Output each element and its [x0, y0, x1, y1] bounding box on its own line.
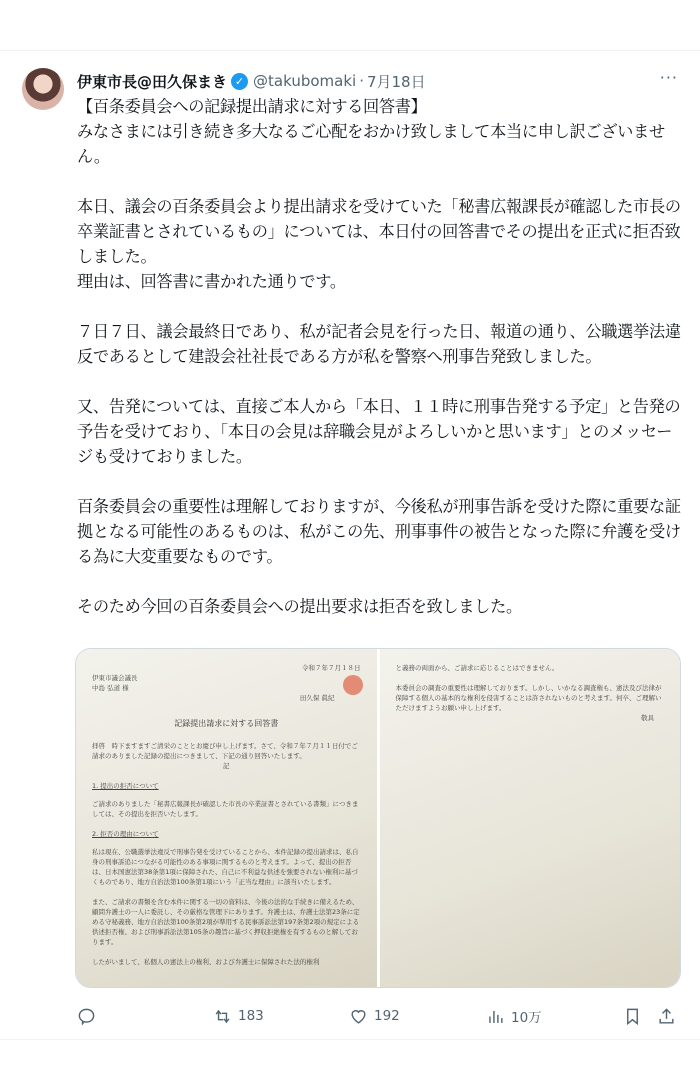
doc-ki: 記 [223, 762, 230, 770]
doc-paragraph: 本委員会の調査の重要性は理解しております。しかし、いかなる調査権も、憲法及び法律が保障する個人の基本的な権利を侵害することは許されないものと考えます。何卒、ご理解いただけますようお願い申し上げます。 [395, 684, 662, 712]
doc-sender: 田久保 眞紀 [299, 694, 335, 702]
doc-paragraph: ご請求のありました「秘書広報課長が確認した市長の卒業証書とされている書類」につきましては、その提出を拒否いたします。 [92, 800, 359, 818]
tweet-date[interactable]: 7月18日 [366, 72, 426, 91]
tweet-text [77, 94, 687, 619]
like-count: 192 [374, 1008, 400, 1024]
verified-badge-icon: ✓ [231, 73, 248, 90]
doc-paragraph: したがいまして、私個人の憲法上の権利、および弁護士に保障された法的権利 [92, 958, 320, 966]
doc-date: 令和７年７月１８日 [302, 664, 361, 672]
tweet-line: 【百条委員会への記録提出請求に対する回答書】 [77, 97, 427, 116]
retweet-icon [213, 1007, 232, 1026]
tweet-line: 又、告発については、直接ご本人から「本日、１１時に刑事告発する予定」と告発の予告を受けており、「本日の会見は辞職会見がよろしいかと思います」とのメッセージも受けておりました。 [77, 397, 681, 466]
tweet-line [77, 569, 687, 594]
retweet-count: 183 [238, 1008, 264, 1024]
author-handle[interactable]: @takubomaki [253, 72, 357, 90]
avatar[interactable] [22, 68, 64, 110]
like-button[interactable] [349, 1007, 400, 1026]
tweet-line [77, 294, 687, 319]
tweet-line: ７日７日、議会最終日であり、私が記者会見を行った日、報道の通り、公職選挙法違反であるとして建設会社社長である方が私を警察へ刑事告発致しました。 [77, 322, 681, 366]
tweet-line: 理由は、回答書に書かれた通りです。 [77, 272, 346, 291]
doc-paragraph: 私は現在、公職選挙法違反で刑事告発を受けていることから、本件記録の提出請求は、私自身の刑事訴追につながる可能性のある事項に関するものと考えます。よって、提出の拒否は、日本国憲法第38条第1項に保障された、自己に不利益な供述を強要されない権利に基づくものであり、地方自治法第100条第1項にいう「正当な理由」に該当いたします。 [92, 848, 359, 886]
bookmark-icon [623, 1007, 642, 1026]
tweet-line [77, 369, 687, 394]
views-button[interactable] [486, 1006, 542, 1026]
tweet-line [77, 169, 687, 194]
doc-addressee: 中島 弘道 様 [92, 684, 129, 692]
doc-intro: 拝啓 時下ますますご清栄のこととお慶び申し上げます。さて、令和７年７月１１日付でご請求のありました記録の提出につきまして、下記の通り回答いたします。 [92, 742, 358, 760]
doc-title: 記録提出請求に対する回答書 [174, 719, 279, 728]
tweet-line: 本日、議会の百条委員会より提出請求を受けていた「秘書広報課長が確認した市長の卒業証書とされているもの」については、本日付の回答書でその提出を正式に拒否致しました。 [77, 197, 681, 266]
doc-addressee: 伊東市議会議長 [92, 674, 138, 682]
doc-paragraph: と義務の両面から、ご請求に応じることはできません。 [395, 664, 559, 672]
author-name[interactable]: 伊東市長@田久保まき [77, 72, 228, 91]
share-button[interactable] [657, 1007, 676, 1026]
doc-paragraph: また、ご請求の書類を含む本件に関する一切の資料は、今後の法的な手続きに備えるため、顧問弁護士の一人に委託し、その厳格な管理下にあります。弁護士は、弁護士法第23条に定める守秘義務、地方自治法第100条第2項が準用する民事訴訟法第197条第2項の規定による供述拒否権、および刑事訴訟法第105条の趣旨に基づく押収拒絶権を有するものと解しております。 [92, 898, 360, 946]
more-options-icon[interactable]: ··· [659, 68, 678, 87]
bookmark-button[interactable] [623, 1007, 642, 1026]
separator: · [359, 72, 364, 90]
share-icon [657, 1007, 676, 1026]
tweet-line: みなさまには引き続き多大なるご心配をおかけ致しまして本当に申し訳ございません。 [77, 122, 665, 166]
retweet-button[interactable] [213, 1007, 264, 1026]
views-chart-icon [486, 1007, 505, 1026]
document-photo-page-1[interactable] [76, 649, 377, 987]
tweet-line [77, 469, 687, 494]
tweet-actions [77, 1003, 682, 1029]
doc-closing: 敬具 [641, 714, 654, 722]
doc-section-heading: 1. 提出の拒否について [92, 782, 159, 790]
seal-stamp [343, 675, 363, 695]
reply-icon [77, 1007, 96, 1026]
document-photo-page-2[interactable] [380, 649, 681, 987]
views-count: 10万 [511, 1010, 542, 1026]
tweet-line: そのため今回の百条委員会への提出要求は拒否を致しました。 [77, 597, 522, 616]
reply-button[interactable] [77, 1007, 102, 1026]
tweet-line: 百条委員会の重要性は理解しておりますが、今後私が刑事告訴を受けた際に重要な証拠となる可能性のあるものは、私がこの先、刑事事件の被告となった際に弁護を受ける為に大変重要なものです。 [77, 497, 681, 566]
tweet-media[interactable] [75, 648, 681, 988]
heart-icon [349, 1007, 368, 1026]
tweet-header [77, 70, 426, 92]
doc-section-heading: 2. 拒否の理由について [92, 830, 159, 838]
